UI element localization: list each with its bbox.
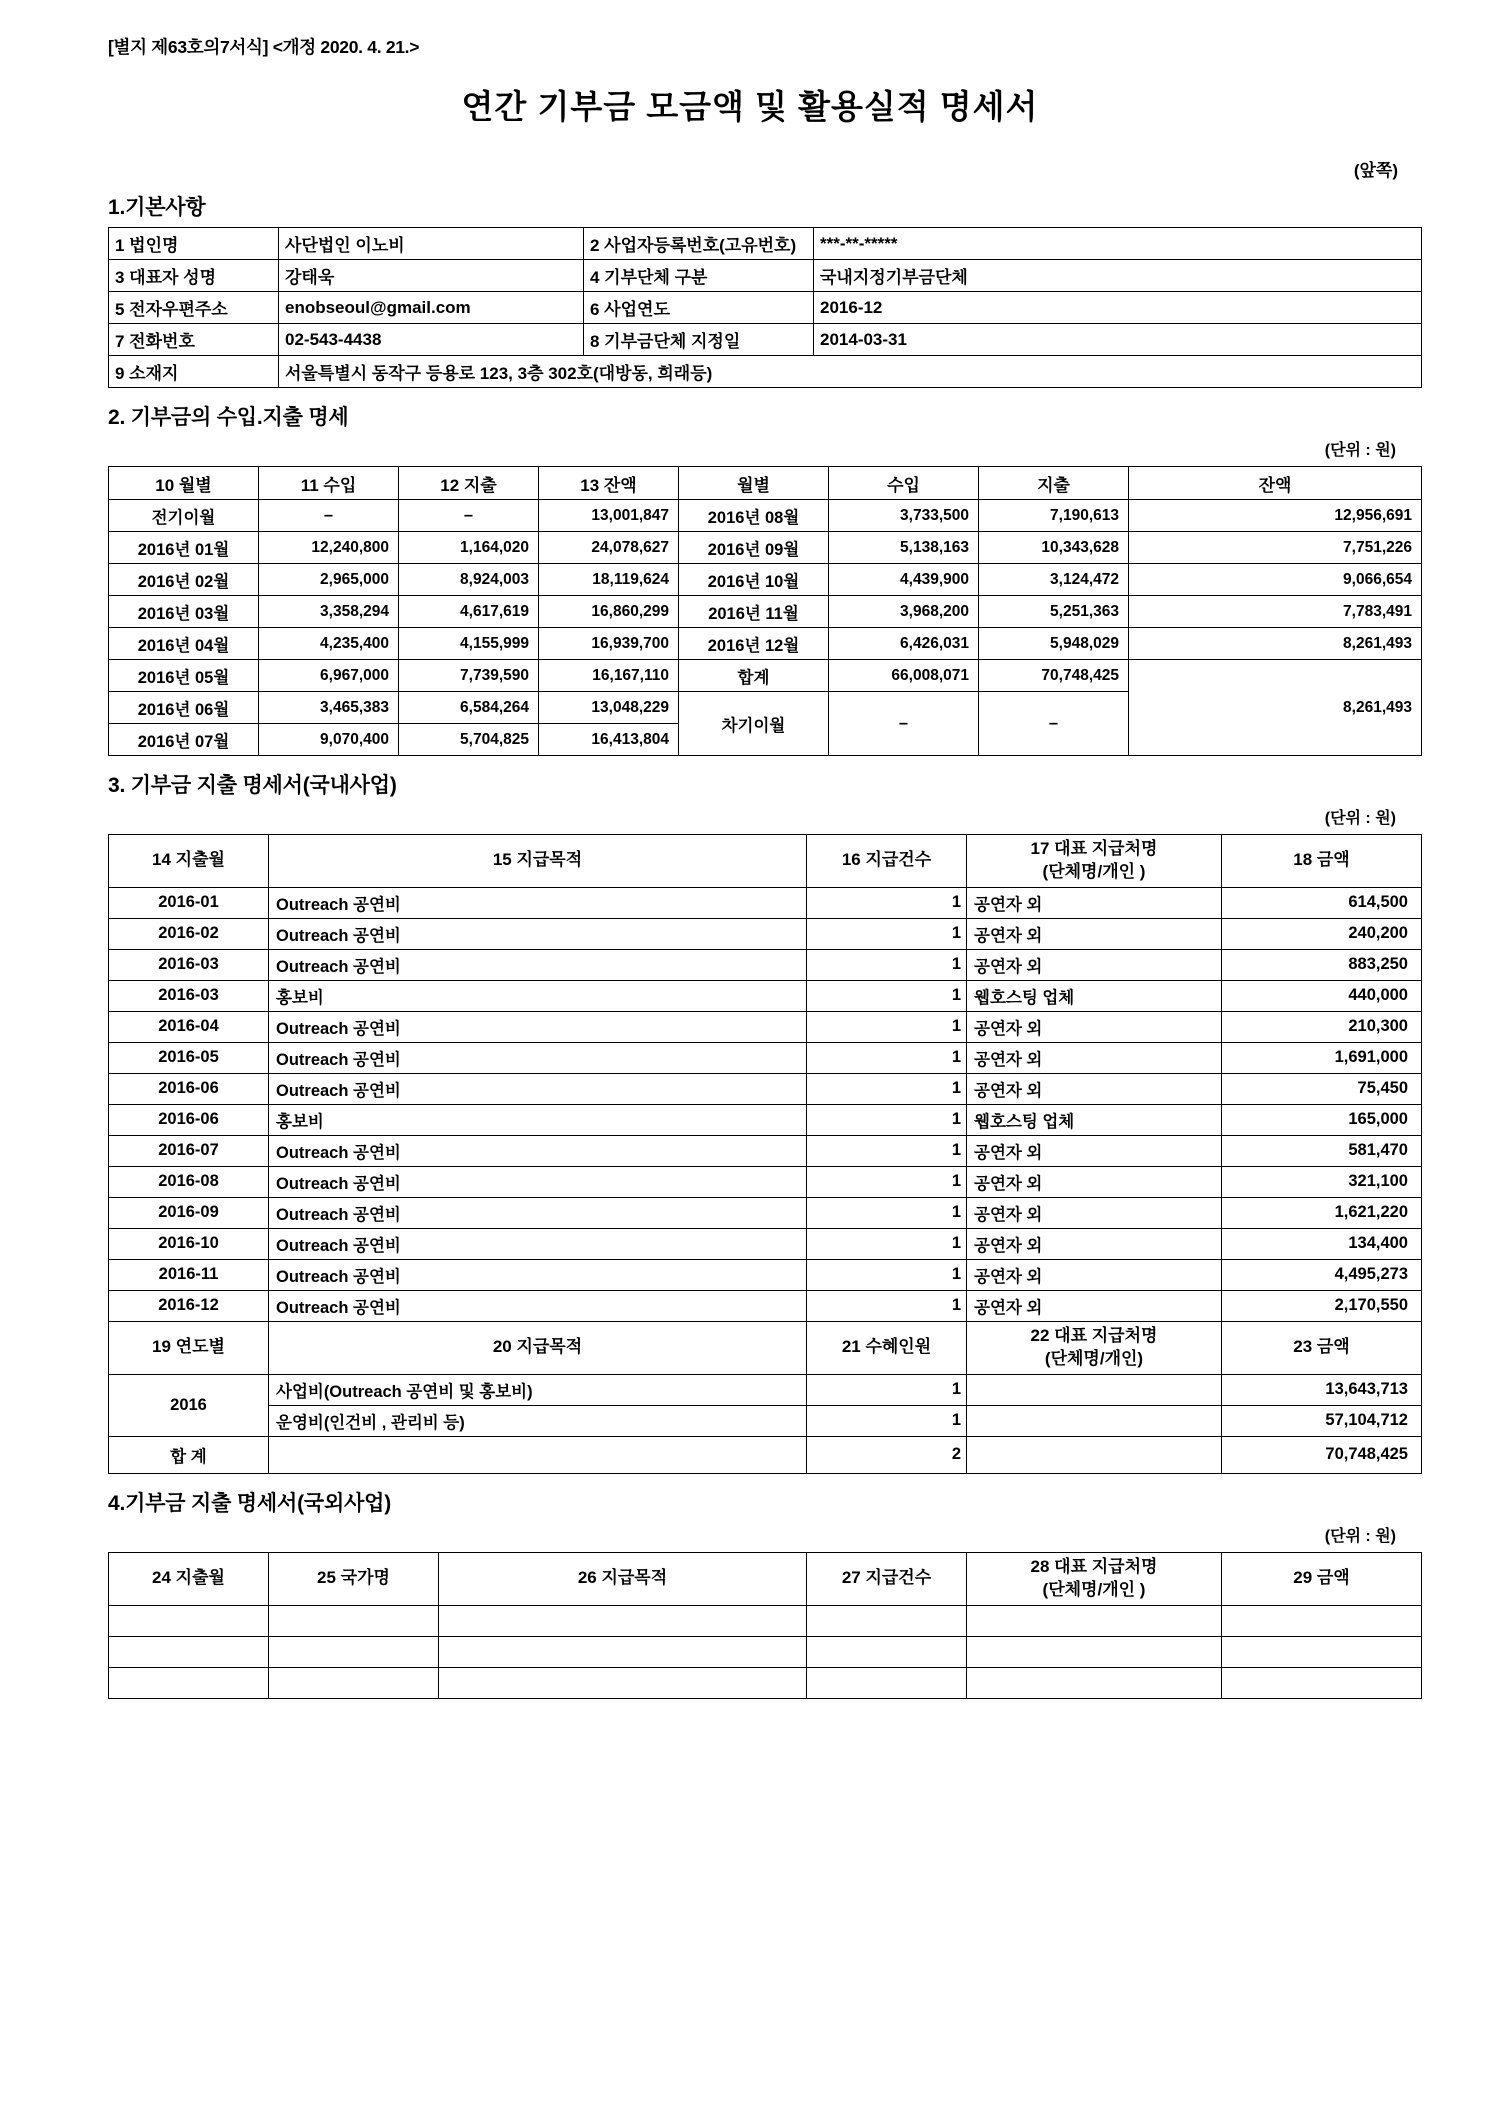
col-header-expense-left: 12 지출 xyxy=(399,467,539,500)
field-value-corp-name: 사단법인 이노비 xyxy=(279,228,584,260)
cell-amount: 4,495,273 xyxy=(1222,1259,1422,1290)
cell-amount: 321,100 xyxy=(1222,1166,1422,1197)
cell-income: 6,967,000 xyxy=(259,660,399,692)
cell-month: 2016년 08월 xyxy=(679,500,829,532)
cell-total-amount: 70,748,425 xyxy=(1222,1436,1422,1473)
cell-expense-month: 2016-01 xyxy=(109,887,269,918)
col-header-summary-amount: 23 금액 xyxy=(1222,1321,1422,1374)
table-total-row xyxy=(109,1436,1422,1473)
table-row xyxy=(109,1135,1422,1166)
cell-count: 1 xyxy=(807,1104,967,1135)
table-row xyxy=(109,628,1422,660)
cell-expense: 4,155,999 xyxy=(399,628,539,660)
col-header-ovs-payee-line1: 28 대표 지급처명 xyxy=(1030,1556,1158,1576)
cell-count: 1 xyxy=(807,1073,967,1104)
cell-balance: 16,939,700 xyxy=(539,628,679,660)
cell-payee: 공연자 외 xyxy=(967,887,1222,918)
cell-month: 2016년 06월 xyxy=(109,692,259,724)
domestic-expense-table xyxy=(108,834,1422,1474)
cell-payee: 공연자 외 xyxy=(967,1135,1222,1166)
table-row xyxy=(109,660,1422,692)
cell-total-income: 66,008,071 xyxy=(829,660,979,692)
table-header-row xyxy=(109,467,1422,500)
table-row xyxy=(109,1011,1422,1042)
cell-expense: 4,617,619 xyxy=(399,596,539,628)
cell-summary-payee xyxy=(967,1405,1222,1436)
cell-ovs-count xyxy=(807,1605,967,1636)
cell-summary-purpose: 사업비(Outreach 공연비 및 홍보비) xyxy=(269,1374,807,1405)
field-value-phone: 02-543-4438 xyxy=(279,324,584,356)
table-row xyxy=(109,1374,1422,1405)
col-header-summary-payee xyxy=(967,1321,1222,1374)
cell-purpose: 홍보비 xyxy=(269,980,807,1011)
cell-expense-month: 2016-09 xyxy=(109,1197,269,1228)
cell-expense: – xyxy=(399,500,539,532)
cell-total-expense: 70,748,425 xyxy=(979,660,1129,692)
cell-income: 4,439,900 xyxy=(829,564,979,596)
table-row xyxy=(109,1259,1422,1290)
page-side-marker: (앞쪽) xyxy=(1353,161,1398,180)
cell-balance: 13,001,847 xyxy=(539,500,679,532)
cell-balance: 16,167,110 xyxy=(539,660,679,692)
cell-count: 1 xyxy=(807,980,967,1011)
cell-expense-month: 2016-03 xyxy=(109,980,269,1011)
cell-amount: 581,470 xyxy=(1222,1135,1422,1166)
cell-payee: 웹호스팅 업체 xyxy=(967,1104,1222,1135)
cell-month: 2016년 07월 xyxy=(109,724,259,756)
cell-summary-amount: 57,104,712 xyxy=(1222,1405,1422,1436)
table-row xyxy=(109,1636,1422,1667)
col-header-balance-right: 잔액 xyxy=(1129,467,1422,500)
cell-payee: 공연자 외 xyxy=(967,1073,1222,1104)
cell-purpose: Outreach 공연비 xyxy=(269,1197,807,1228)
section-2-unit: (단위 : 원) xyxy=(1324,442,1396,459)
cell-month: 2016년 05월 xyxy=(109,660,259,692)
field-label-fiscal-year: 6 사업연도 xyxy=(584,292,814,324)
cell-month: 2016년 01월 xyxy=(109,532,259,564)
cell-purpose: Outreach 공연비 xyxy=(269,1290,807,1321)
table-row xyxy=(109,1290,1422,1321)
cell-payee: 공연자 외 xyxy=(967,1290,1222,1321)
cell-summary-year: 2016 xyxy=(109,1374,269,1436)
cell-ovs-country xyxy=(269,1667,439,1698)
cell-ovs-amount xyxy=(1222,1605,1422,1636)
table-row xyxy=(109,292,1422,324)
cell-amount: 2,170,550 xyxy=(1222,1290,1422,1321)
cell-carryforward-label: 차기이월 xyxy=(679,692,829,756)
section-1-title: 1.기본사항 xyxy=(108,196,206,219)
cell-month: 2016년 11월 xyxy=(679,596,829,628)
field-label-phone: 7 전화번호 xyxy=(109,324,279,356)
section-2-title: 2. 기부금의 수입.지출 명세 xyxy=(108,406,349,429)
cell-total-label: 합계 xyxy=(679,660,829,692)
table-row xyxy=(109,596,1422,628)
cell-expense-month: 2016-10 xyxy=(109,1228,269,1259)
cell-total-payee xyxy=(967,1436,1222,1473)
cell-month: 2016년 10월 xyxy=(679,564,829,596)
cell-expense: 7,190,613 xyxy=(979,500,1129,532)
col-header-expense-right: 지출 xyxy=(979,467,1129,500)
col-header-balance-left: 13 잔액 xyxy=(539,467,679,500)
cell-count: 1 xyxy=(807,949,967,980)
field-label-designation-date: 8 기부금단체 지정일 xyxy=(584,324,814,356)
basic-info-table xyxy=(108,227,1422,388)
table-row xyxy=(109,1228,1422,1259)
cell-balance: 16,413,804 xyxy=(539,724,679,756)
cell-ovs-purpose xyxy=(439,1605,807,1636)
table-row xyxy=(109,500,1422,532)
cell-balance: 7,751,226 xyxy=(1129,532,1422,564)
cell-purpose: Outreach 공연비 xyxy=(269,887,807,918)
field-value-address: 서울특별시 동작구 등용로 123, 3층 302호(대방동, 희래등) xyxy=(279,356,1422,388)
cell-income: 3,465,383 xyxy=(259,692,399,724)
cell-expense: 8,924,003 xyxy=(399,564,539,596)
col-header-summary-purpose: 20 지급목적 xyxy=(269,1321,807,1374)
cell-purpose: Outreach 공연비 xyxy=(269,1228,807,1259)
cell-month: 2016년 09월 xyxy=(679,532,829,564)
cell-amount: 1,621,220 xyxy=(1222,1197,1422,1228)
cell-amount: 883,250 xyxy=(1222,949,1422,980)
cell-expense-month: 2016-05 xyxy=(109,1042,269,1073)
cell-count: 1 xyxy=(807,887,967,918)
cell-amount: 134,400 xyxy=(1222,1228,1422,1259)
col-header-payee-line2: (단체명/개인 ) xyxy=(1042,861,1146,881)
cell-balance: 9,066,654 xyxy=(1129,564,1422,596)
cell-payee: 공연자 외 xyxy=(967,1011,1222,1042)
col-header-expense-month: 14 지출월 xyxy=(109,835,269,888)
cell-income: 2,965,000 xyxy=(259,564,399,596)
col-header-ovs-month: 24 지출월 xyxy=(109,1552,269,1605)
cell-ovs-month xyxy=(109,1605,269,1636)
field-label-address: 9 소재지 xyxy=(109,356,279,388)
col-header-year: 19 연도별 xyxy=(109,1321,269,1374)
cell-income: 3,968,200 xyxy=(829,596,979,628)
cell-ovs-payee xyxy=(967,1605,1222,1636)
cell-month: 2016년 03월 xyxy=(109,596,259,628)
field-value-org-type: 국내지정기부금단체 xyxy=(814,260,1422,292)
cell-count: 1 xyxy=(807,1197,967,1228)
cell-expense: 6,584,264 xyxy=(399,692,539,724)
field-label-corp-name: 1 법인명 xyxy=(109,228,279,260)
cell-purpose: Outreach 공연비 xyxy=(269,918,807,949)
cell-ovs-purpose xyxy=(439,1667,807,1698)
cell-balance: 8,261,493 xyxy=(1129,628,1422,660)
cell-count: 1 xyxy=(807,1042,967,1073)
cell-purpose: Outreach 공연비 xyxy=(269,1259,807,1290)
cell-carryforward-balance: 8,261,493 xyxy=(1129,660,1422,756)
table-header-row xyxy=(109,1552,1422,1605)
cell-income: 4,235,400 xyxy=(259,628,399,660)
cell-income: 3,358,294 xyxy=(259,596,399,628)
cell-income: 9,070,400 xyxy=(259,724,399,756)
cell-expense-month: 2016-07 xyxy=(109,1135,269,1166)
cell-count: 1 xyxy=(807,1011,967,1042)
page-title: 연간 기부금 모금액 및 활용실적 명세서 xyxy=(461,88,1039,125)
cell-ovs-payee xyxy=(967,1636,1222,1667)
cell-income: 12,240,800 xyxy=(259,532,399,564)
col-header-amount: 18 금액 xyxy=(1222,835,1422,888)
cell-summary-count: 1 xyxy=(807,1405,967,1436)
cell-ovs-count xyxy=(807,1667,967,1698)
field-label-biz-no: 2 사업자등록번호(고유번호) xyxy=(584,228,814,260)
cell-carryforward-expense: – xyxy=(979,692,1129,756)
form-code: [별지 제63호의7서식] <개정 2020. 4. 21.> xyxy=(108,37,420,57)
col-header-income-left: 11 수입 xyxy=(259,467,399,500)
col-header-beneficiary-count: 21 수혜인원 xyxy=(807,1321,967,1374)
overseas-expense-table xyxy=(108,1552,1422,1699)
cell-amount: 75,450 xyxy=(1222,1073,1422,1104)
cell-payee: 공연자 외 xyxy=(967,918,1222,949)
cell-month: 전기이월 xyxy=(109,500,259,532)
cell-purpose: Outreach 공연비 xyxy=(269,1073,807,1104)
table-row xyxy=(109,1605,1422,1636)
cell-payee: 공연자 외 xyxy=(967,949,1222,980)
cell-summary-amount: 13,643,713 xyxy=(1222,1374,1422,1405)
col-header-ovs-payee xyxy=(967,1552,1222,1605)
cell-purpose: Outreach 공연비 xyxy=(269,1135,807,1166)
col-header-month-left: 10 월별 xyxy=(109,467,259,500)
cell-expense-month: 2016-06 xyxy=(109,1104,269,1135)
cell-balance: 16,860,299 xyxy=(539,596,679,628)
cell-payee: 웹호스팅 업체 xyxy=(967,980,1222,1011)
cell-purpose: Outreach 공연비 xyxy=(269,949,807,980)
table-row xyxy=(109,228,1422,260)
cell-expense: 3,124,472 xyxy=(979,564,1129,596)
col-header-ovs-amount: 29 금액 xyxy=(1222,1552,1422,1605)
cell-count: 1 xyxy=(807,1135,967,1166)
table-row xyxy=(109,1667,1422,1698)
cell-expense-month: 2016-03 xyxy=(109,949,269,980)
col-header-payee-line1: 17 대표 지급처명 xyxy=(1030,839,1158,858)
col-header-ovs-purpose: 26 지급목적 xyxy=(439,1552,807,1605)
cell-balance: 18,119,624 xyxy=(539,564,679,596)
table-subheader-row xyxy=(109,1321,1422,1374)
cell-count: 1 xyxy=(807,918,967,949)
cell-count: 1 xyxy=(807,1166,967,1197)
cell-expense: 5,251,363 xyxy=(979,596,1129,628)
table-row xyxy=(109,324,1422,356)
section-4-title: 4.기부금 지출 명세서(국외사업) xyxy=(108,1491,391,1515)
cell-ovs-month xyxy=(109,1667,269,1698)
field-label-email: 5 전자우편주소 xyxy=(109,292,279,324)
cell-payee: 공연자 외 xyxy=(967,1228,1222,1259)
col-header-payee xyxy=(967,835,1222,888)
cell-payee: 공연자 외 xyxy=(967,1259,1222,1290)
cell-ovs-month xyxy=(109,1636,269,1667)
table-row xyxy=(109,1073,1422,1104)
cell-carryforward-income: – xyxy=(829,692,979,756)
table-row xyxy=(109,980,1422,1011)
col-header-payment-purpose: 15 지급목적 xyxy=(269,835,807,888)
cell-balance: 24,078,627 xyxy=(539,532,679,564)
col-header-summary-payee-line2: (단체명/개인) xyxy=(1044,1348,1144,1368)
table-row xyxy=(109,1405,1422,1436)
section-4-unit: (단위 : 원) xyxy=(1324,1527,1396,1545)
cell-ovs-payee xyxy=(967,1667,1222,1698)
table-row xyxy=(109,564,1422,596)
table-row xyxy=(109,1166,1422,1197)
field-value-designation-date: 2014-03-31 xyxy=(814,324,1422,356)
table-row xyxy=(109,260,1422,292)
section-3-title: 3. 기부금 지출 명세서(국내사업) xyxy=(108,774,397,797)
cell-expense-month: 2016-11 xyxy=(109,1259,269,1290)
cell-amount: 165,000 xyxy=(1222,1104,1422,1135)
cell-summary-purpose: 운영비(인건비 , 관리비 등) xyxy=(269,1405,807,1436)
col-header-ovs-country: 25 국가명 xyxy=(269,1552,439,1605)
cell-expense-month: 2016-06 xyxy=(109,1073,269,1104)
cell-count: 1 xyxy=(807,1228,967,1259)
cell-ovs-country xyxy=(269,1605,439,1636)
cell-month: 2016년 02월 xyxy=(109,564,259,596)
cell-balance: 7,783,491 xyxy=(1129,596,1422,628)
field-value-email: enobseoul@gmail.com xyxy=(279,292,584,324)
cell-expense: 7,739,590 xyxy=(399,660,539,692)
cashflow-table xyxy=(108,466,1422,756)
col-header-payment-count: 16 지급건수 xyxy=(807,835,967,888)
cell-expense: 1,164,020 xyxy=(399,532,539,564)
cell-expense-month: 2016-04 xyxy=(109,1011,269,1042)
cell-purpose: Outreach 공연비 xyxy=(269,1166,807,1197)
cell-balance: 13,048,229 xyxy=(539,692,679,724)
cell-ovs-amount xyxy=(1222,1636,1422,1667)
table-row xyxy=(109,1042,1422,1073)
cell-balance: 12,956,691 xyxy=(1129,500,1422,532)
field-value-rep-name: 강태욱 xyxy=(279,260,584,292)
cell-ovs-amount xyxy=(1222,1667,1422,1698)
cell-payee: 공연자 외 xyxy=(967,1197,1222,1228)
cell-ovs-country xyxy=(269,1636,439,1667)
cell-expense: 5,704,825 xyxy=(399,724,539,756)
col-header-summary-payee-line1: 22 대표 지급처명 xyxy=(1030,1325,1158,1345)
cell-payee: 공연자 외 xyxy=(967,1166,1222,1197)
table-row xyxy=(109,918,1422,949)
cell-summary-count: 1 xyxy=(807,1374,967,1405)
table-row xyxy=(109,1197,1422,1228)
cell-purpose: Outreach 공연비 xyxy=(269,1042,807,1073)
cell-purpose: 홍보비 xyxy=(269,1104,807,1135)
cell-month: 2016년 12월 xyxy=(679,628,829,660)
cell-expense: 5,948,029 xyxy=(979,628,1129,660)
field-value-fiscal-year: 2016-12 xyxy=(814,292,1422,324)
cell-total-label: 합 계 xyxy=(109,1436,269,1473)
table-row xyxy=(109,1104,1422,1135)
table-row xyxy=(109,532,1422,564)
cell-income: 5,138,163 xyxy=(829,532,979,564)
cell-income: – xyxy=(259,500,399,532)
table-row xyxy=(109,356,1422,388)
cell-purpose: Outreach 공연비 xyxy=(269,1011,807,1042)
cell-count: 1 xyxy=(807,1259,967,1290)
cell-expense-month: 2016-08 xyxy=(109,1166,269,1197)
cell-expense-month: 2016-12 xyxy=(109,1290,269,1321)
cell-payee: 공연자 외 xyxy=(967,1042,1222,1073)
cell-count: 1 xyxy=(807,1290,967,1321)
cell-total-purpose xyxy=(269,1436,807,1473)
cell-amount: 210,300 xyxy=(1222,1011,1422,1042)
cell-income: 3,733,500 xyxy=(829,500,979,532)
cell-amount: 614,500 xyxy=(1222,887,1422,918)
cell-total-count: 2 xyxy=(807,1436,967,1473)
cell-income: 6,426,031 xyxy=(829,628,979,660)
col-header-ovs-count: 27 지급건수 xyxy=(807,1552,967,1605)
col-header-ovs-payee-line2: (단체명/개인 ) xyxy=(1042,1579,1146,1599)
table-row xyxy=(109,949,1422,980)
table-header-row xyxy=(109,835,1422,888)
cell-amount: 440,000 xyxy=(1222,980,1422,1011)
cell-amount: 1,691,000 xyxy=(1222,1042,1422,1073)
cell-month: 2016년 04월 xyxy=(109,628,259,660)
cell-ovs-purpose xyxy=(439,1636,807,1667)
table-row xyxy=(109,887,1422,918)
cell-summary-payee xyxy=(967,1374,1222,1405)
field-label-org-type: 4 기부단체 구분 xyxy=(584,260,814,292)
field-value-biz-no: ***-**-***** xyxy=(814,228,1422,260)
col-header-income-right: 수입 xyxy=(829,467,979,500)
field-label-rep-name: 3 대표자 성명 xyxy=(109,260,279,292)
cell-ovs-count xyxy=(807,1636,967,1667)
cell-amount: 240,200 xyxy=(1222,918,1422,949)
cell-expense-month: 2016-02 xyxy=(109,918,269,949)
col-header-month-right: 월별 xyxy=(679,467,829,500)
section-3-unit: (단위 : 원) xyxy=(1324,810,1396,827)
cell-expense: 10,343,628 xyxy=(979,532,1129,564)
